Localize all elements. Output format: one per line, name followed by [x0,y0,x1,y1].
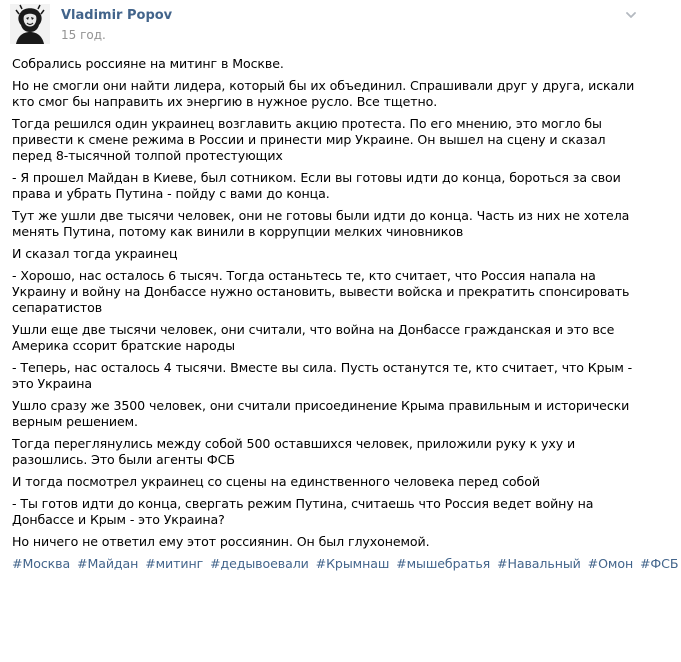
paragraph: Тут же ушли две тысячи человек, они не готовы были идти до конца. Часть из них не хотела менять Путина, потому как винили в коррупции мелких чиновников [12,208,630,239]
hashtag-link[interactable]: #ФСБ [639,556,679,571]
paragraph: Ушли еще две тысячи человек, они считали, что война на Донбассе гражданская и это все Америка ссорит братские народы [12,322,615,353]
paragraph: - Я прошел Майдан в Киеве, был сотником. Если вы готовы идти до конца, бороться за свои права и убрать Путина - пойду с вами до конца. [12,170,621,201]
author-name[interactable]: Vladimir Popov [61,8,173,23]
paragraph: Тогда решился один украинец возглавить акцию протеста. По его мнению, это могло бы привести к смене режима в России и принести мир Украине. Он вышел на сцену и сказал перед 8-тысячной толпой протестующих [12,116,606,163]
paragraph: Но ничего не ответил ему этот россиянин. Он был глухонемой. [12,534,430,549]
paragraph: Собрались россияне на митинг в Москве. [12,56,284,71]
author-avatar[interactable] [10,4,50,44]
post-date[interactable]: 15 год. [61,28,106,42]
paragraph: Тогда переглянулись между собой 500 оставшихся человек, приложили руку к уху и разошлись. Это были агенты ФСБ [12,436,576,467]
post-text [12,56,679,578]
post-header [0,0,652,50]
chevron-down-icon[interactable] [624,6,638,18]
hashtag-link[interactable]: #дедывоевали [210,556,309,571]
paragraph: И сказал тогда украинец [12,246,178,261]
hashtag-link[interactable]: #Навальный [497,556,581,571]
paragraph: - Теперь, нас осталось 4 тысячи. Вместе вы сила. Пусть останутся те, кто считает, что Крым - это Украина [12,360,633,391]
paragraph: И тогда посмотрел украинец со сцены на единственного человека перед собой [12,474,540,489]
hashtag-list [12,556,679,572]
hashtag-link[interactable]: #Москва [12,556,71,571]
avatar-portrait-icon [10,4,50,44]
hashtag-link[interactable]: #Крымнаш [315,556,390,571]
paragraph: - Хорошо, нас осталось 6 тысяч. Тогда останьтесь те, кто считает, что Россия напала на Украину и войну на Донбассе нужно остановить, вывести войска и прекратить спонсировать сепаратистов [12,268,630,315]
paragraph: Но не смогли они найти лидера, который бы их объединил. Спрашивали друг у друга, искали кто смог бы направить их энергию в нужное русло. Все тщетно. [12,78,635,109]
paragraph: Ушло сразу же 3500 человек, они считали присоединение Крыма правильным и исторически верным решением. [12,398,630,429]
hashtag-link[interactable]: #мышебратья [396,556,491,571]
hashtag-link[interactable]: #Майдан [77,556,139,571]
paragraph: - Ты готов идти до конца, свергать режим Путина, считаешь что Россия ведет войну на Донбассе и Крым - это Украина? [12,496,594,527]
hashtag-link[interactable]: #Омон [587,556,634,571]
hashtag-link[interactable]: #митинг [145,556,204,571]
